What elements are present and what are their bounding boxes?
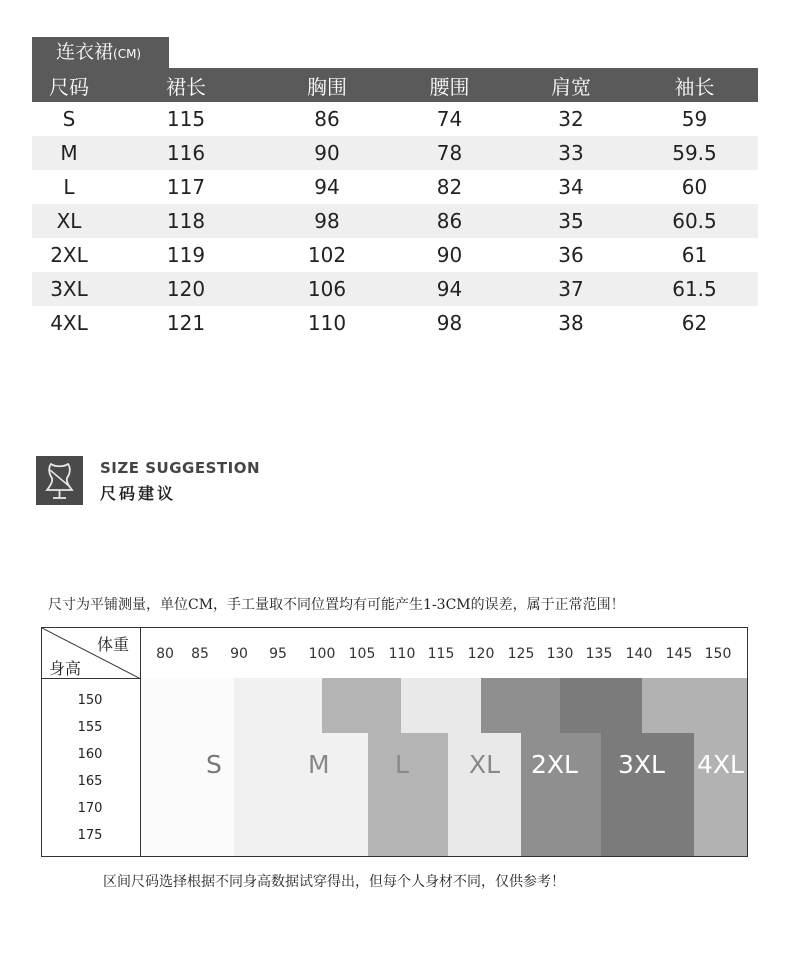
weight-tick-label: 140	[625, 646, 653, 662]
table-cell: 94	[314, 175, 340, 199]
weight-tick-label: 145	[665, 646, 693, 662]
weight-tick-label: 105	[348, 646, 376, 662]
height-tick-label: 160	[77, 747, 103, 762]
table-cell: 121	[166, 311, 206, 335]
header-size: 尺码	[49, 74, 89, 99]
table-cell: 82	[436, 175, 463, 199]
table-cell: 90	[436, 243, 463, 267]
weight-tick-label: 115	[427, 646, 455, 662]
table-cell: 38	[558, 311, 584, 335]
weight-tick-label: 85	[191, 646, 209, 662]
header-length: 裙长	[166, 74, 206, 99]
table-row	[32, 272, 758, 306]
table-unit: (CM)	[113, 47, 142, 61]
size-table	[32, 68, 758, 340]
table-cell: 94	[436, 277, 463, 301]
size-region-label: XL	[469, 750, 501, 779]
table-row	[32, 170, 758, 204]
weight-tick-label: 80	[156, 646, 174, 662]
selection-note: 区间尺码选择根据不同身高数据试穿得出，但每个人身材不同，仅供参考！	[103, 874, 565, 890]
table-cell: 115	[166, 107, 206, 131]
suggestion-title-en: SIZE SUGGESTION	[100, 459, 261, 477]
table-cell: 35	[558, 209, 584, 233]
size-region-label: 4XL	[697, 750, 744, 779]
size-region	[401, 678, 481, 733]
table-cell: 86	[314, 107, 340, 131]
weight-header: 体重	[97, 635, 130, 654]
table-cell: 33	[558, 141, 584, 165]
table-body	[32, 102, 758, 340]
table-cell: 117	[166, 175, 206, 199]
weight-tick-label: 130	[546, 646, 574, 662]
table-cell: 116	[166, 141, 206, 165]
table-row	[32, 136, 758, 170]
measurement-note: 尺寸为平铺测量，单位CM，手工量取不同位置均有可能产生1-3CM的误差，属于正常范围！	[48, 597, 625, 613]
weight-tick-label: 135	[585, 646, 613, 662]
table-cell: M	[60, 141, 78, 165]
table-cell: XL	[56, 209, 82, 233]
table-cell: 4XL	[50, 311, 88, 335]
header-sleeve: 袖长	[674, 74, 715, 99]
table-cell: 36	[558, 243, 584, 267]
table-cell: 119	[166, 243, 206, 267]
height-tick-label: 165	[77, 774, 103, 789]
table-cell: 74	[436, 107, 463, 131]
size-region-label: M	[308, 750, 330, 779]
chart-divider-horizontal	[42, 678, 140, 679]
table-header-row	[32, 68, 758, 102]
height-header: 身高	[49, 659, 82, 678]
table-cell: 106	[307, 277, 347, 301]
table-cell: 86	[436, 209, 463, 233]
table-cell: 2XL	[50, 243, 88, 267]
size-region	[560, 678, 642, 733]
chart-divider-vertical	[140, 628, 141, 856]
table-row	[32, 306, 758, 340]
weight-tick-label: 110	[388, 646, 416, 662]
table-title	[32, 37, 169, 68]
height-tick-label: 150	[77, 693, 103, 708]
table-cell: 60	[681, 175, 708, 199]
table-cell: 61.5	[672, 277, 717, 301]
table-cell: 61	[681, 243, 708, 267]
height-tick-label: 170	[77, 801, 103, 816]
header-waist: 腰围	[429, 74, 470, 99]
table-cell: 59.5	[672, 141, 717, 165]
table-cell: 78	[436, 141, 463, 165]
table-cell: 102	[307, 243, 347, 267]
table-cell: 90	[314, 141, 340, 165]
table-cell: 32	[558, 107, 584, 131]
header-bust: 胸围	[307, 74, 347, 99]
table-row	[32, 102, 758, 136]
table-row	[32, 204, 758, 238]
table-cell: 37	[558, 277, 584, 301]
height-tick-label: 175	[77, 828, 103, 843]
size-region	[481, 678, 561, 733]
table-cell: S	[62, 107, 76, 131]
table-row	[32, 238, 758, 272]
weight-tick-label: 150	[704, 646, 732, 662]
size-region	[322, 678, 401, 733]
dress-form-icon	[36, 456, 83, 505]
weight-tick-label: 100	[308, 646, 336, 662]
size-region-label: 2XL	[531, 750, 578, 779]
table-cell: 3XL	[50, 277, 88, 301]
weight-tick-label: 90	[230, 646, 248, 662]
table-cell: L	[63, 175, 75, 199]
weight-tick-label: 120	[467, 646, 495, 662]
table-cell: 110	[307, 311, 347, 335]
table-cell: 34	[558, 175, 584, 199]
table-cell: 98	[314, 209, 340, 233]
size-region-label: L	[395, 750, 409, 779]
table-cell: 120	[166, 277, 206, 301]
table-cell: 118	[166, 209, 206, 233]
weight-tick-label: 95	[269, 646, 287, 662]
header-shoulder: 肩宽	[551, 74, 591, 99]
table-cell: 62	[681, 311, 708, 335]
height-tick-label: 155	[77, 720, 103, 735]
size-region-label: S	[206, 750, 222, 779]
weight-tick-label: 125	[507, 646, 535, 662]
size-region-label: 3XL	[618, 750, 665, 779]
size-region	[642, 678, 748, 733]
table-cell: 98	[436, 311, 463, 335]
suggestion-title-cn: 尺码建议	[100, 484, 177, 503]
table-title-text: 连衣裙	[56, 41, 114, 63]
size-chart	[41, 627, 748, 857]
table-cell: 60.5	[672, 209, 717, 233]
table-cell: 59	[681, 107, 708, 131]
